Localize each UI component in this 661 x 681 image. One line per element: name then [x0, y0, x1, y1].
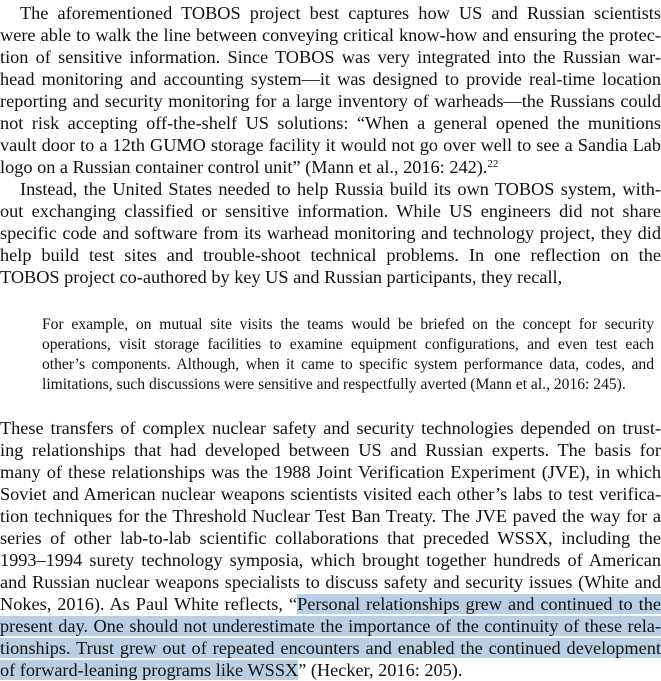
quote-line: operations, visit storage facilities to examine equipment configurations, and even test each — [42, 336, 654, 353]
text-line: The aforementioned TOBOS project best captures how US and Russian scientists — [20, 3, 661, 23]
text-span: ” (Hecker, 2016: 205). — [298, 660, 463, 680]
text-line: out exchanging classified or sensitive information. While US engineers did not share — [0, 201, 661, 221]
text-line — [0, 659, 661, 681]
text-line: were able to walk the line between conveying critical know-how and ensuring the protec- — [0, 25, 661, 45]
text-line — [0, 593, 661, 615]
text-line: series of other lab-to-lab scientific collaborations that preceded WSSX, including the — [0, 528, 661, 548]
text-line: reporting and security monitoring for a large inventory of warheads—the Russians could — [0, 91, 661, 111]
text-line: These transfers of complex nuclear safety and security technologies depended on trust- — [0, 418, 661, 438]
highlighted-text: tionships. Trust grew out of repeated encounters and enabled the continued development — [0, 638, 661, 658]
text-line: help build test sites and trouble-shoot technical problems. In one reflection on the — [0, 245, 661, 265]
highlighted-text: of forward-leaning programs like WSSX — [0, 660, 299, 680]
text-line: many of these relationships was the 1988 Joint Verification Experiment (JVE), in which — [0, 462, 661, 482]
quote-line: For example, on mutual site visits the teams would be briefed on the concept for security — [42, 316, 654, 333]
text-line — [0, 156, 661, 178]
text-span: Nokes, 2016). As Paul White reflects, “ — [0, 594, 298, 614]
text-line: 1993–1994 surety technology symposia, which brought together hundreds of American — [0, 550, 661, 570]
text-line: Soviet and American nuclear weapons scientists visited each other’s labs to test verifica- — [0, 484, 661, 504]
text-line: head monitoring and accounting system—it was designed to provide real-time location — [0, 69, 661, 89]
text-span: logo on a Russian container control unit” (Mann et al., 2016: 242). — [0, 157, 488, 177]
quote-line: limitations, such discussions were sensitive and respectfully averted (Mann et al., 2016: 245). — [42, 376, 626, 393]
text-line: and Russian nuclear weapons specialists to discuss safety and security issues (White and — [0, 572, 661, 592]
text-line: Instead, the United States needed to help Russia build its own TOBOS system, with- — [20, 179, 661, 199]
text-line: TOBOS project co-authored by key US and Russian participants, they recall, — [0, 267, 563, 287]
text-line: not risk accepting off-the-shelf US solutions: “When a general opened the munitions — [0, 113, 661, 133]
highlighted-text: present day. One should not underestimate the importance of the continuity of these rela- — [0, 616, 661, 636]
footnote-ref: 22 — [487, 158, 499, 170]
highlighted-text: Personal relationships grew and continued to the — [297, 594, 661, 614]
text-line: tion of sensitive information. Since TOBOS was very integrated into the Russian war- — [0, 47, 661, 67]
text-line: ing relationships that had developed between US and Russian experts. The basis for — [0, 440, 661, 460]
quote-line: other’s components. Although, when it came to specific system performance data, codes, and — [42, 356, 654, 373]
text-line: specific code and software from its warhead monitoring and technology project, they did — [0, 223, 661, 243]
text-line — [0, 637, 661, 659]
text-line: tion techniques for the Threshold Nuclear Test Ban Treaty. The JVE paved the way for a — [0, 506, 661, 526]
text-line — [0, 615, 661, 637]
text-line: vault door to a 12th GUMO storage facility it would not go over well to see a Sandia Lab — [0, 135, 661, 155]
